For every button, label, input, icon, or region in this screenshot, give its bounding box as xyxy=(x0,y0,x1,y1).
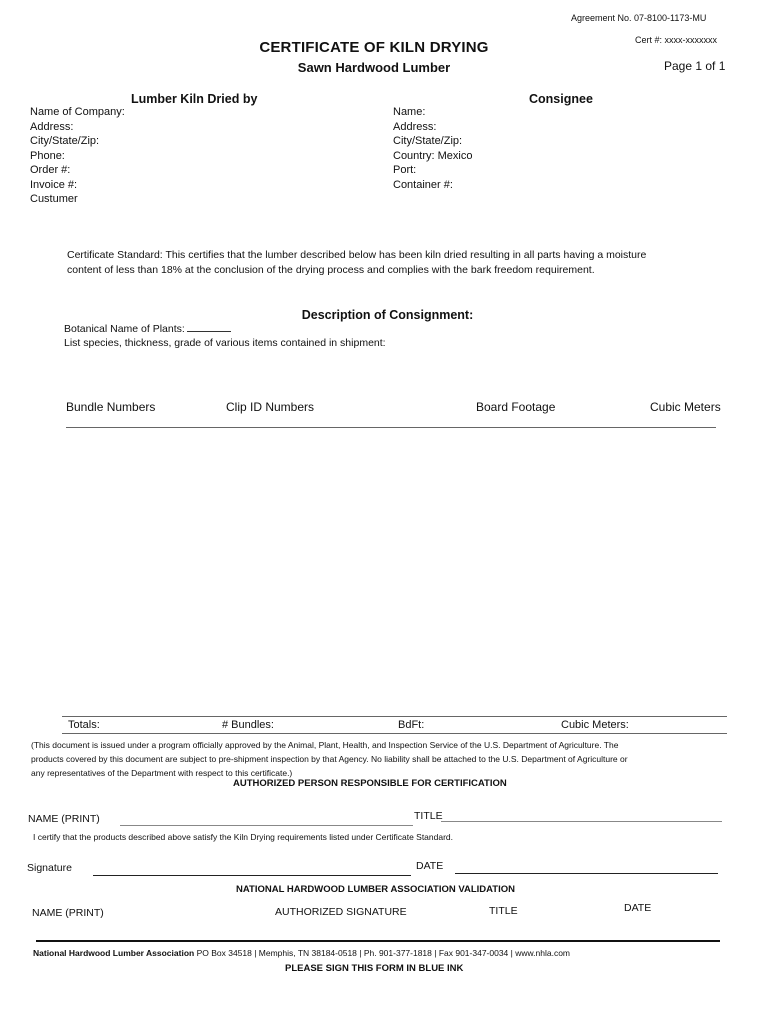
consignee-address-label: Address: xyxy=(393,120,437,133)
column-cubic-meters: Cubic Meters xyxy=(650,400,721,414)
consignee-country-label: Country: Mexico xyxy=(393,149,473,162)
usda-notice: (This document is issued under a program officially approved by the Animal, Plant, Health, and Inspection Service of the U.S. Department of Agriculture. The products covered by this document are subject to pre-shipment inspection by that Agency. No liability shall be attached to the U.S. Department of Agriculture or any representatives of the Department with respect to this certificate.) xyxy=(31,740,628,778)
nhla-validation-heading: NATIONAL HARDWOOD LUMBER ASSOCIATION VALIDATION xyxy=(236,884,516,895)
column-bundle-numbers: Bundle Numbers xyxy=(66,400,156,414)
kiln-dried-by-fields xyxy=(30,105,125,207)
botanical-name-blank[interactable] xyxy=(187,322,231,332)
auth-name-print-line[interactable] xyxy=(120,825,413,826)
blue-ink-instruction: PLEASE SIGN THIS FORM IN BLUE INK xyxy=(285,963,464,974)
totals-label: Totals: xyxy=(68,719,100,731)
page-indicator: Page 1 of 1 xyxy=(664,59,726,73)
invoice-number-label: Invoice #: xyxy=(30,178,78,191)
total-cubic-meters-label: Cubic Meters: xyxy=(561,719,629,731)
consignee-port-label: Port: xyxy=(393,164,417,176)
totals-top-rule xyxy=(62,716,727,717)
city-state-zip-label: City/State/Zip: xyxy=(30,135,100,147)
total-bundles-label: # Bundles: xyxy=(222,719,274,731)
column-clip-id-numbers: Clip ID Numbers xyxy=(226,400,315,414)
nhla-name-print-label: NAME (PRINT) xyxy=(32,907,104,919)
nhla-date-label: DATE xyxy=(624,902,652,914)
description-heading: Description of Consignment: xyxy=(301,308,474,322)
order-number-label: Order #: xyxy=(30,164,71,176)
certify-statement: I certify that the products described above satisfy the Kiln Drying requirements listed under Certificate Standard. xyxy=(33,832,454,842)
kiln-dried-by-heading: Lumber Kiln Dried by xyxy=(131,92,258,106)
certificate-standard: Certificate Standard: This certifies that the lumber described below has been kiln dried resulting in all parts having a moisture content of less than 18% at the conclusion of the drying process and complies with the bark freedom requirement. xyxy=(67,249,647,276)
signature-label: Signature xyxy=(27,862,72,874)
consignee-city-state-zip-label: City/State/Zip: xyxy=(393,135,463,147)
column-header-rule xyxy=(66,427,716,428)
document-subtitle: Sawn Hardwood Lumber xyxy=(297,60,451,75)
botanical-name-label: Botanical Name of Plants: xyxy=(64,323,185,335)
botanical-name-row xyxy=(64,322,231,335)
customer-label: Custumer xyxy=(30,193,78,205)
consignee-heading: Consignee xyxy=(529,92,593,106)
auth-date-line[interactable] xyxy=(455,873,718,874)
consignee-container-label: Container #: xyxy=(393,178,453,191)
total-bdft-label: BdFt: xyxy=(398,719,425,731)
nhla-title-label: TITLE xyxy=(489,905,518,917)
consignee-fields xyxy=(393,105,472,192)
auth-date-label: DATE xyxy=(416,860,444,872)
address-label: Address: xyxy=(30,120,74,133)
authorized-person-heading: AUTHORIZED PERSON RESPONSIBLE FOR CERTIFICATION xyxy=(233,778,507,789)
auth-name-print-label: NAME (PRINT) xyxy=(28,813,100,825)
company-name-label: Name of Company: xyxy=(30,106,125,118)
cert-number: Cert #: xxxx-xxxxxxx xyxy=(635,35,718,45)
footer-contact-details: PO Box 34518 | Memphis, TN 38184-0518 | Ph. 901-377-1818 | Fax 901-347-0034 | www.nhla.com xyxy=(194,948,571,958)
nhla-authorized-signature-label: AUTHORIZED SIGNATURE xyxy=(275,906,407,918)
totals-bottom-rule xyxy=(62,733,727,734)
auth-title-line[interactable] xyxy=(441,821,722,822)
consignee-name-label: Name: xyxy=(393,106,426,118)
phone-label: Phone: xyxy=(30,149,65,162)
signature-line[interactable] xyxy=(93,875,411,876)
column-board-footage: Board Footage xyxy=(476,400,556,414)
document-title: CERTIFICATE OF KILN DRYING xyxy=(259,39,489,56)
auth-title-label: TITLE xyxy=(414,810,443,822)
species-list-instruction: List species, thickness, grade of various items contained in shipment: xyxy=(64,337,386,349)
agreement-number: Agreement No. 07-8100-1173-MU xyxy=(571,13,707,23)
footer-org-name: National Hardwood Lumber Association xyxy=(33,948,195,958)
footer-contact xyxy=(33,948,570,958)
nhla-signature-rule xyxy=(36,940,720,942)
